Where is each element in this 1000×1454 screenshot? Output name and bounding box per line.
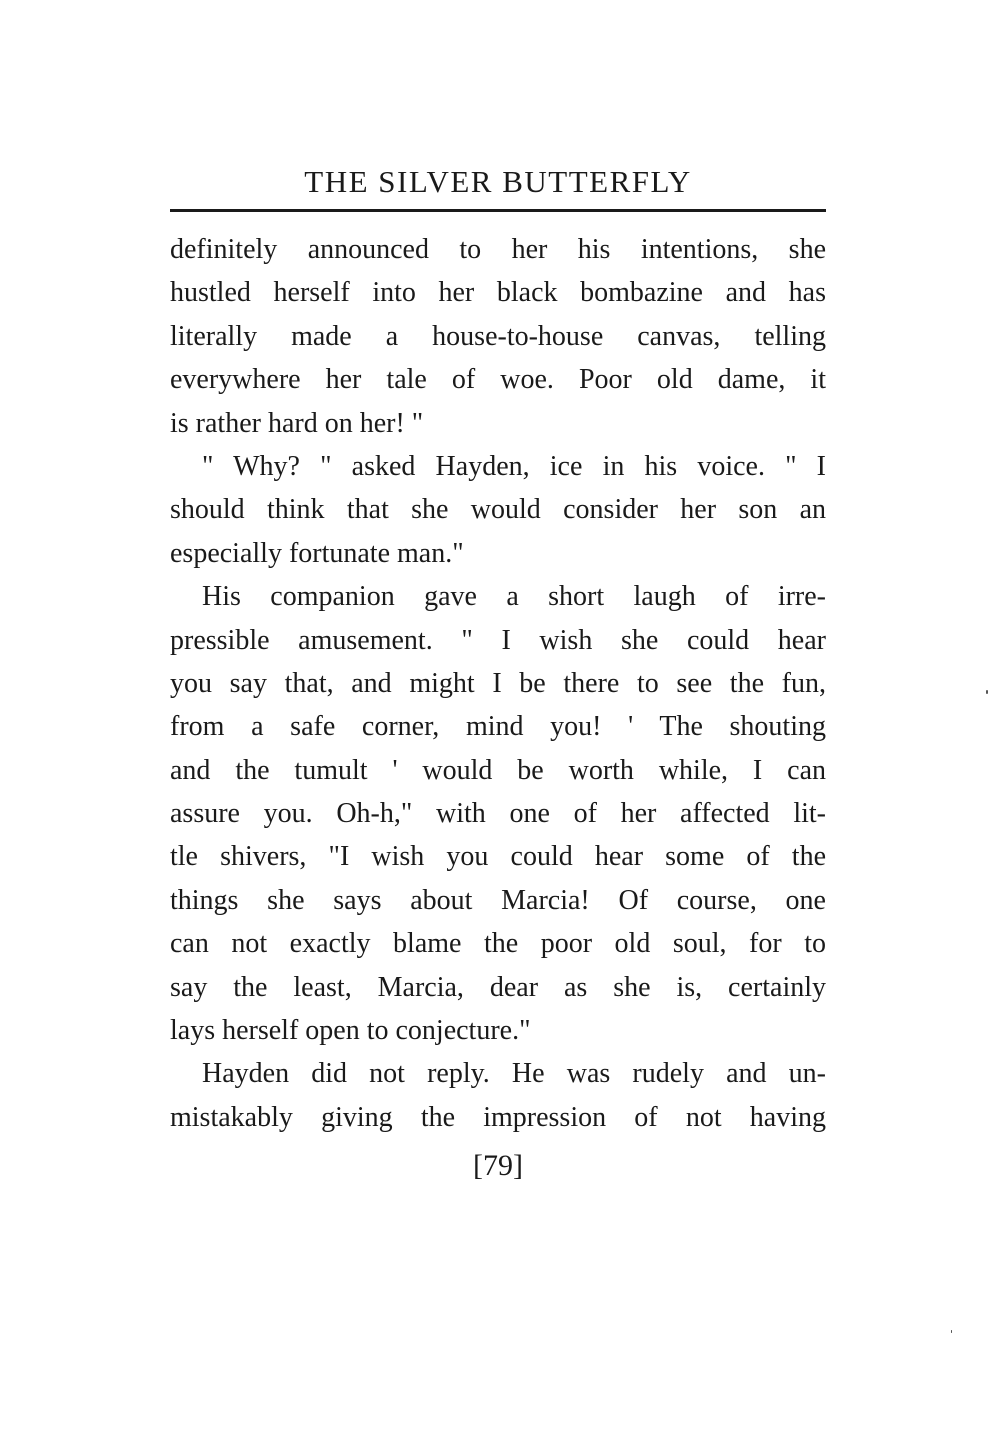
- text-line: assure you. Oh-h," with one of her affected lit-: [170, 798, 826, 830]
- text-line: literally made a house-to-house canvas, telling: [170, 320, 826, 352]
- paragraph: [170, 445, 826, 575]
- text-line: His companion gave a short laugh of irre-: [202, 581, 826, 613]
- page-number: [79]: [473, 1149, 523, 1182]
- running-head: THE SILVER BUTTERFLY: [304, 164, 692, 199]
- text-line: say the least, Marcia, dear as she is, certainly: [170, 971, 826, 1003]
- text-line: " Why? " asked Hayden, ice in his voice. " I: [202, 450, 826, 482]
- text-line: can not exactly blame the poor old soul, for to: [170, 928, 826, 960]
- text-line: and the tumult ' would be worth while, I can: [170, 754, 826, 786]
- text-line: is rather hard on her! ": [170, 407, 424, 439]
- text-line: lays herself open to conjecture.": [170, 1015, 531, 1047]
- text-line: mistakably giving the impression of not having: [170, 1101, 826, 1133]
- paragraph: [170, 575, 826, 1052]
- text-line: you say that, and might I be there to see the fun,: [170, 667, 826, 699]
- header-rule: [170, 209, 826, 212]
- text-line: Hayden did not reply. He was rudely and un-: [202, 1058, 826, 1090]
- text-line: tle shivers, "I wish you could hear some of the: [170, 841, 826, 873]
- text-line: hustled herself into her black bombazine and has: [170, 277, 826, 309]
- text-line: should think that she would consider her son an: [170, 494, 826, 526]
- text-line: pressible amusement. " I wish she could hear: [170, 624, 826, 656]
- text-line: especially fortunate man.": [170, 537, 464, 569]
- body-text: [170, 228, 826, 1139]
- text-line: things she says about Marcia! Of course, one: [170, 884, 826, 916]
- scan-speck: [951, 1330, 952, 1333]
- paragraph: [170, 228, 826, 445]
- text-line: everywhere her tale of woe. Poor old dame, it: [170, 364, 826, 396]
- paragraph: [170, 1052, 826, 1139]
- text-line: definitely announced to her his intentions, she: [170, 234, 826, 265]
- scan-speck: [986, 690, 988, 694]
- text-line: from a safe corner, mind you! ' The shouting: [170, 711, 826, 743]
